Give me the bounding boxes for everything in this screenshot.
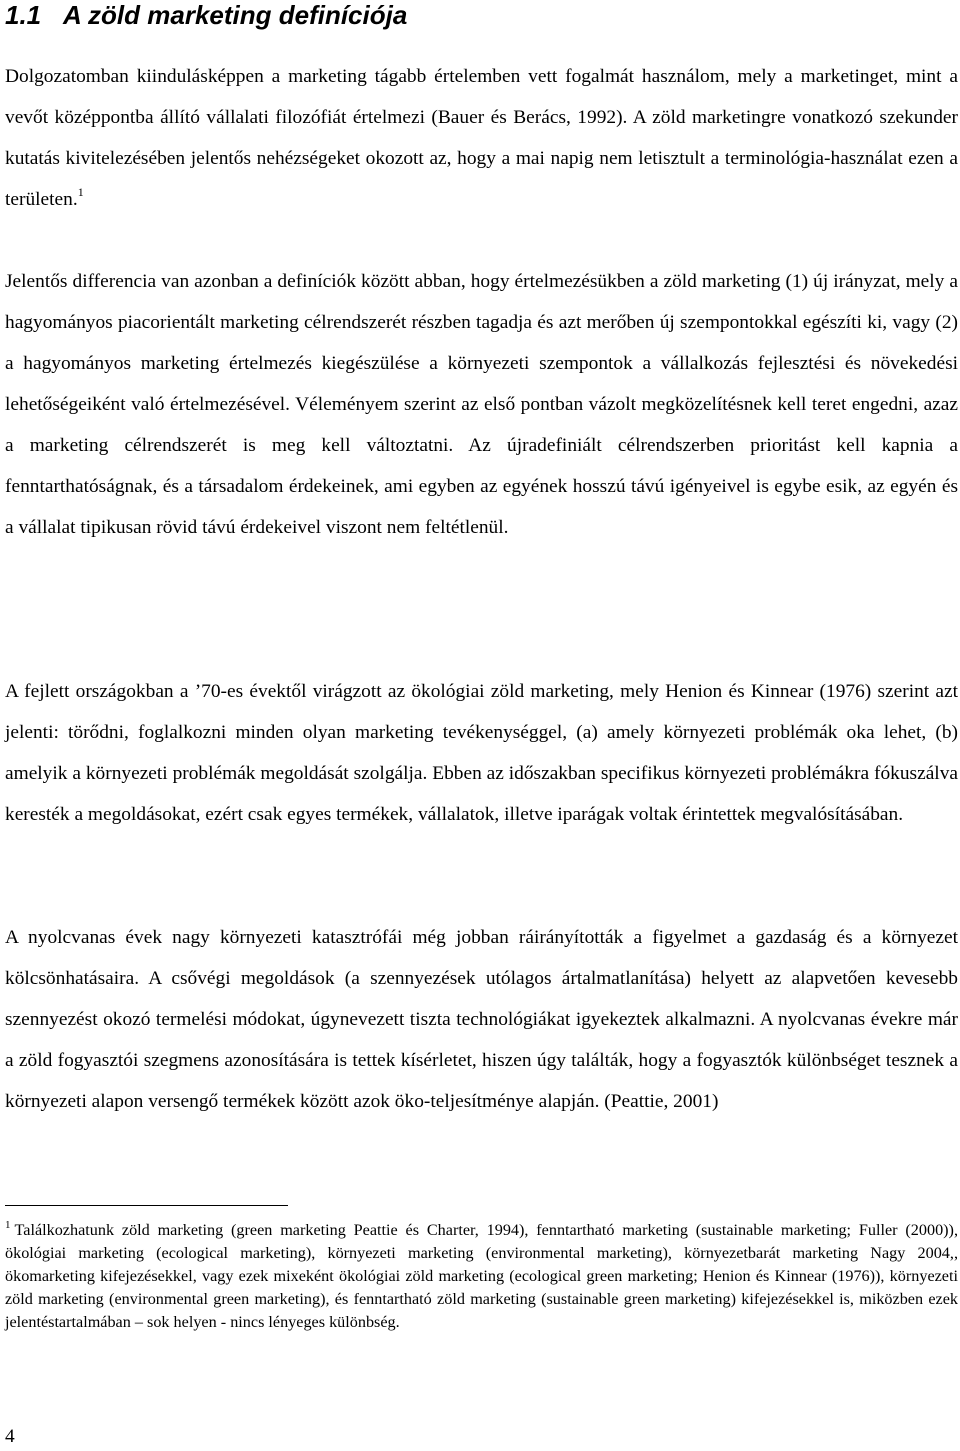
paragraph-intro-text: Dolgozatomban kiindulásképpen a marketing tágabb értelemben vett fogalmát használom, mely a marketinget, mint a vevőt középpontba állító vállalati filozófiát értelmezi (Bauer és Berács, 1992). A zöld marketingre vonatkozó szekunder kutatás kivitelezésében jelentős nehézségeket okozott az, hogy a mai napig nem letisztult a terminológia-használat ezen a területen. bbox=[5, 66, 958, 210]
section-heading bbox=[5, 0, 407, 30]
footnote-divider bbox=[5, 1205, 288, 1206]
section-number: 1.1 bbox=[5, 0, 42, 30]
paragraph-eighties: A nyolcvanas évek nagy környezeti katasztrófái még jobban ráirányították a figyelmet a gazdaság és a környezet kölcsönhatásaira. A csővégi megoldások (a szennyezések utólagos ártalmatlanítása) helyett az alapvetően kevesebb szennyezést okozó termelési módokat, úgynevezett tiszta technológiákat igyekeztek alkalmazni. A nyolcvanas évekre már a zöld fogyasztói szegmens azonosítására is tettek kísérletet, hiszen úgy találták, hogy a fogyasztók különbséget tesznek a környezeti alapon versengő termékek között azok öko-teljesítménye alapján. (Peattie, 2001) bbox=[5, 927, 958, 1112]
footnote-text: Találkozhatunk zöld marketing (green marketing Peattie és Charter, 1994), fenntartható marketing (sustainable marketing; Fuller (2000)), ökológiai marketing (ecological marketing), környezeti marketing (environmental marketing), környezetbarát marketing Nagy 2004,, ökomarketing kifejezésekkel, vagy ezek mixeként ökológiai zöld marketing (ecological green marketing; Henion és Kinnear (1976)), környezeti zöld marketing (environmental green marketing), és fenntartható zöld marketing (sustainable green marketing) kifejezésekkel is, miközben ezek jelentéstartalmában – sok helyen - nincs lényeges különbség. bbox=[5, 1221, 958, 1331]
paragraph-definitions: Jelentős differencia van azonban a definíciók között abban, hogy értelmezésükben a zöld marketing (1) új irányzat, mely a hagyományos piacorientált marketing célrendszerét részben tagadja és azt merőben új szempontokkal egészíti ki, vagy (2) a hagyományos marketing értelmezés kiegészülése a környezeti szempontok a vállalkozás fejlesztési és növekedési lehetőségeiként való értelmezésével. Véleményem szerint az első pontban vázolt megközelítésnek kell teret engedni, azaz a marketing célrendszerét is meg kell változtatni. Az újradefiniált célrendszerben prioritást kell kapnia a fenntarthatóságnak, és a társadalom érdekeinek, ami egyben az egyének hosszú távú igényeivel is egybe esik, az egyén és a vállalat tipikusan rövid távú érdekeivel viszont nem feltétlenül. bbox=[5, 271, 958, 538]
section-title: A zöld marketing definíciója bbox=[63, 0, 408, 30]
footnote-marker: 1 bbox=[5, 1219, 11, 1231]
footnote bbox=[5, 1219, 958, 1334]
paragraph-seventies: A fejlett országokban a ’70-es évektől virágzott az ökológiai zöld marketing, mely Henion és Kinnear (1976) szerint azt jelenti: törődni, foglalkozni minden olyan marketing tevékenységgel, (a) amely környezeti problémák oka lehet, (b) amelyik a környezeti problémák megoldását szolgálja. Ebben az időszakban specifikus környezeti problémákra fókuszálva keresték a megoldásokat, ezért csak egyes termékek, vállalatok, illetve iparágak voltak érintettek megvalósításában. bbox=[5, 681, 958, 825]
page-number: 4 bbox=[5, 1426, 15, 1447]
footnote-reference[interactable]: 1 bbox=[77, 185, 84, 199]
paragraph-intro bbox=[5, 56, 958, 220]
